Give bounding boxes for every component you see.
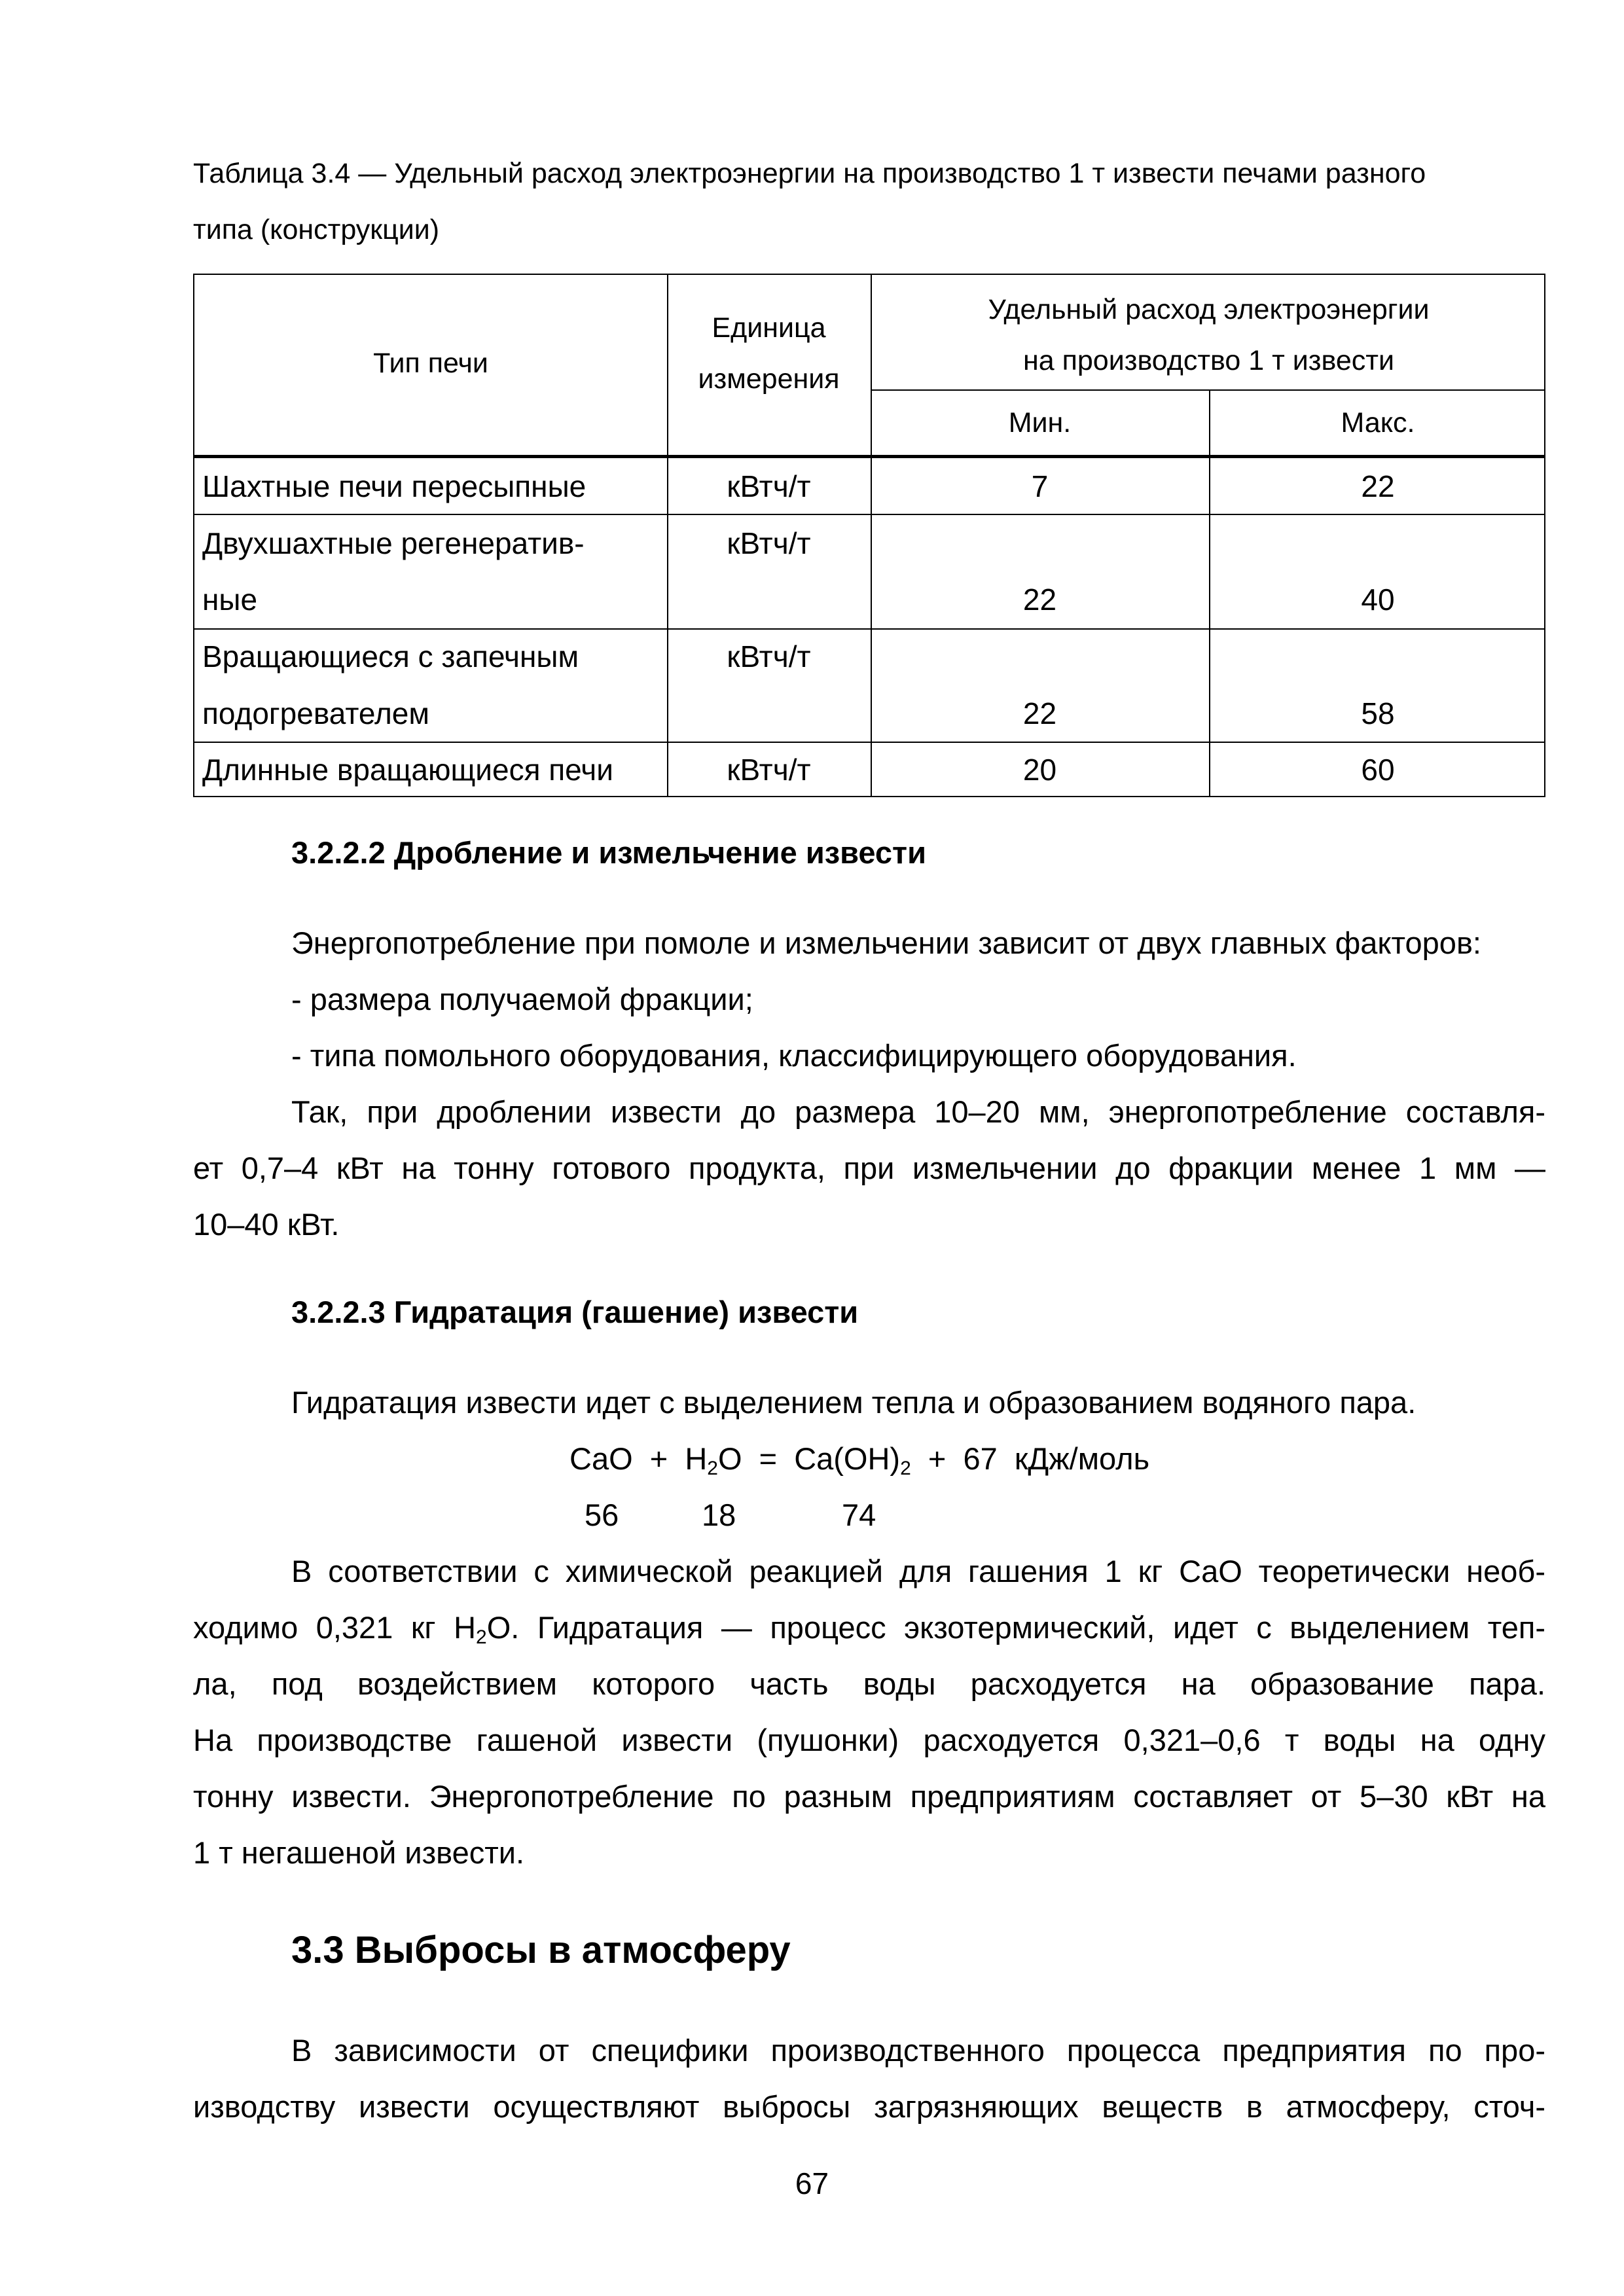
header-rate-line2: на производство 1 т извести	[1022, 345, 1395, 376]
table-cell-type: Шахтные печи пересыпные	[202, 469, 586, 503]
equation-part: CaO + H	[569, 1441, 708, 1476]
paragraph-emissions	[193, 2022, 1545, 2135]
table-caption	[193, 145, 1568, 258]
equation-part: O = Ca(OH)	[717, 1441, 901, 1476]
equation-part: + 67 кДж/моль	[911, 1441, 1150, 1476]
paragraph-line: Энергопотребление при помоле и измельчении зависит от двух главных факторов:	[291, 925, 1481, 960]
chemical-equation	[569, 1431, 1149, 1487]
table-cell-unit: кВтч/т	[727, 469, 811, 503]
table-cell-min: 22	[1022, 583, 1057, 617]
table-cell-type: Вращающиеся с запечным	[202, 639, 579, 673]
table-cell-type-cont: подогревателем	[202, 696, 429, 730]
header-rate-line1: Удельный расход электроэнергии	[988, 294, 1430, 325]
molar-mass-caoh2: 74	[842, 1498, 876, 1532]
equation-subscript: 2	[900, 1458, 911, 1479]
section-title: 3.3 Выбросы в атмосферу	[291, 1929, 791, 1971]
energy-consumption-table	[193, 274, 1545, 797]
table-cell-min: 22	[1022, 696, 1057, 730]
table-cell-min: 7	[1031, 469, 1049, 503]
paragraph-line: 10–40 кВт.	[193, 1207, 340, 1242]
header-unit-line1: Единица	[712, 312, 826, 344]
paragraph-line: тонну извести. Энергопотребление по разным предприятиям составляет от 5–30 кВт на	[193, 1779, 1545, 1814]
header-min: Мин.	[1008, 407, 1072, 439]
paragraph-line: В зависимости от специфики производственного процесса предприятия по про-	[291, 2033, 1545, 2068]
table-cell-max: 40	[1361, 583, 1395, 617]
table-cell-type-cont: ные	[202, 583, 258, 617]
paragraph-line: Так, при дроблении извести до размера 10–20 мм, энергопотребление составля-	[291, 1094, 1545, 1129]
table-cell-min: 20	[1022, 753, 1057, 787]
table-cell-unit: кВтч/т	[727, 639, 811, 673]
molar-mass-cao: 56	[585, 1498, 619, 1532]
text-run: O. Гидратация — процесс экзотермический, идет с выделением теп-	[486, 1610, 1545, 1645]
paragraph-line: ет 0,7–4 кВт на тонну готового продукта, при измельчении до фракции менее 1 мм —	[193, 1151, 1545, 1185]
paragraph-line: Гидратация извести идет с выделением тепла и образованием водяного пара.	[291, 1385, 1416, 1420]
table-caption-line: Таблица 3.4 — Удельный расход электроэнергии на производство 1 т извести печами разного	[193, 158, 1426, 189]
table-cell-type: Двухшахтные регенератив-	[202, 526, 585, 560]
paragraph-hydration-intro	[193, 1374, 1545, 1431]
section-heading: 3.2.2.2 Дробление и измельчение извести	[291, 835, 926, 870]
paragraph-line: В соответствии с химической реакцией для гашения 1 кг CaO теоретически необ-	[291, 1554, 1545, 1588]
paragraph-line: На производстве гашеной извести (пушонки) расходуется 0,321–0,6 т воды на одну	[193, 1723, 1545, 1757]
paragraph-grinding	[193, 915, 1545, 1253]
section-heading: 3.2.2.3 Гидратация (гашение) извести	[291, 1295, 859, 1329]
list-item: - размера получаемой фракции;	[291, 982, 753, 1016]
molar-mass-h2o: 18	[702, 1498, 736, 1532]
paragraph-line	[193, 1600, 1545, 1656]
equation-subscript: 2	[707, 1458, 718, 1479]
paragraph-line: ла, под воздействием которого часть воды расходуется на образование пара.	[193, 1666, 1545, 1701]
table-cell-max: 22	[1361, 469, 1395, 503]
page-number: 67	[795, 2166, 829, 2200]
header-unit-line2: измерения	[698, 363, 840, 395]
text-subscript: 2	[476, 1626, 487, 1648]
list-item: - типа помольного оборудования, классифицирующего оборудования.	[291, 1038, 1297, 1073]
header-max: Макс.	[1341, 407, 1415, 439]
header-type: Тип печи	[373, 348, 488, 379]
table-cell-unit: кВтч/т	[727, 526, 811, 560]
paragraph-hydration	[193, 1543, 1545, 1881]
text-run: ходимо 0,321 кг H	[193, 1610, 477, 1645]
paragraph-line: изводству извести осуществляют выбросы загрязняющих веществ в атмосферу, сточ-	[193, 2089, 1545, 2124]
table-cell-unit: кВтч/т	[727, 753, 811, 787]
table-cell-max: 58	[1361, 696, 1395, 730]
table-cell-max: 60	[1361, 753, 1395, 787]
table-caption-line: типа (конструкции)	[193, 214, 440, 245]
paragraph-line: 1 т негашеной извести.	[193, 1835, 525, 1870]
table-cell-type: Длинные вращающиеся печи	[202, 753, 613, 787]
